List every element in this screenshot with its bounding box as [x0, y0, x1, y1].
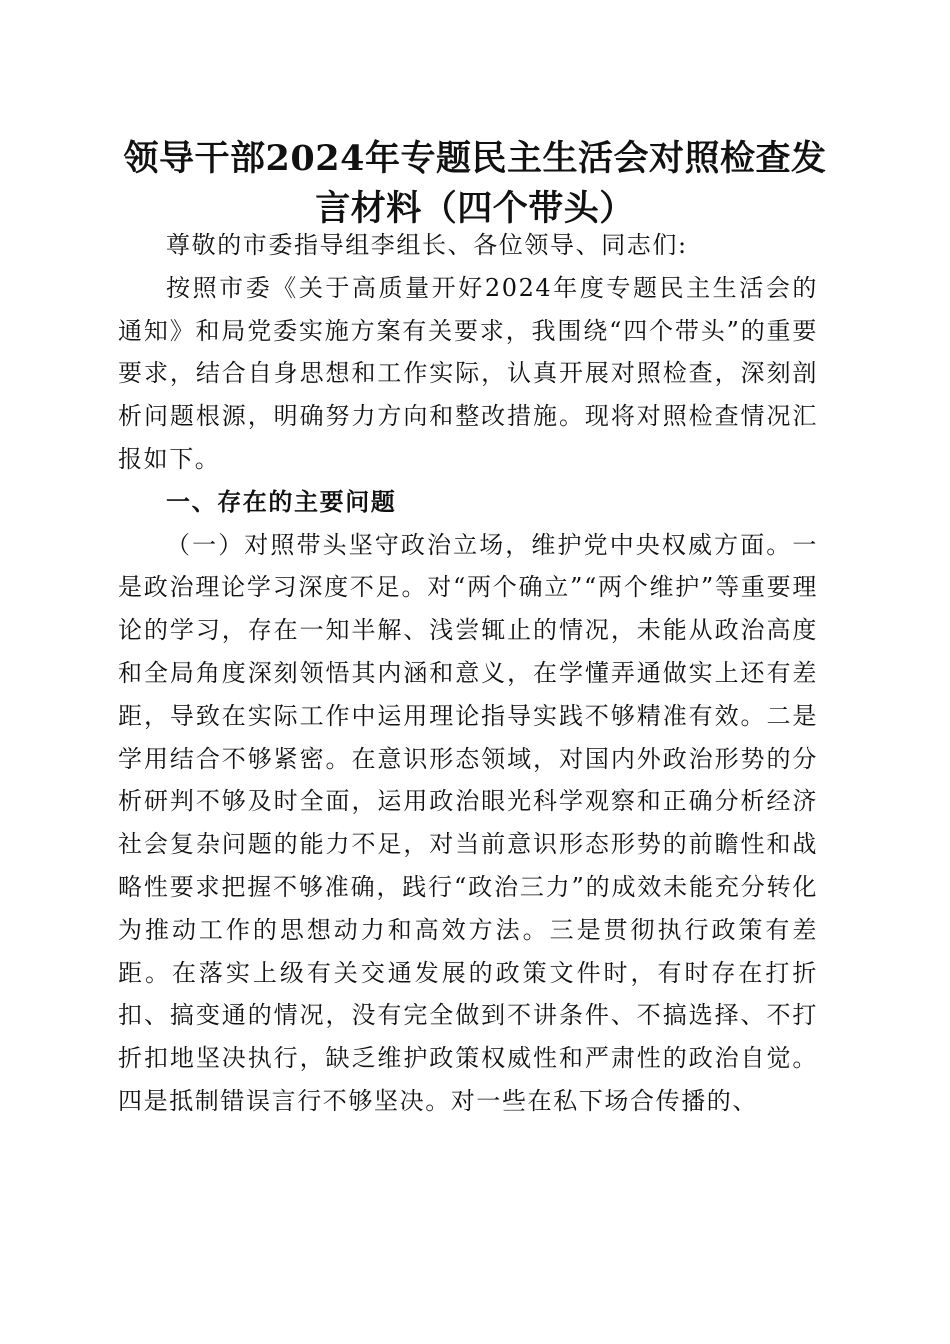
- section-paragraph: （一）对照带头坚守政治立场，维护党中央权威方面。一是政治理论学习深度不足。对“两个确立”“两个维护”等重要理论的学习，存在一知半解、浅尝辄止的情况，未能从政治高度和全局角度深刻领悟其内涵和意义，在学懂弄通做实上还有差距，导致在实际工作中运用理论指导实践不够精准有效。二是学用结合不够紧密。在意识形态领域，对国内外政治形势的分析研判不够及时全面，运用政治眼光科学观察和正确分析经济社会复杂问题的能力不足，对当前意识形态形势的前瞻性和战略性要求把握不够准确，践行“政治三力”的成效未能充分转化为推动工作的思想动力和高效方法。三是贯彻执行政策有差距。在落实上级有关交通发展的政策文件时，有时存在打折扣、搞变通的情况，没有完全做到不讲条件、不搞选择、不打折扣地坚决执行，缺乏维护政策权威性和严肃性的政治自觉。四是抵制错误言行不够坚决。对一些在私下场合传播的、: [118, 530, 818, 1115]
- document-title: 领导干部2024年专题民主生活会对照检查发言材料（四个带头）: [123, 138, 827, 229]
- section-heading: 一、存在的主要问题: [166, 487, 397, 516]
- intro-paragraph: 按照市委《关于高质量开好2024年度专题民主生活会的通知》和局党委实施方案有关要求，我围绕“四个带头”的重要要求，结合自身思想和工作实际，认真开展对照检查，深刻剖析问题根源，明确努力方向和整改措施。现将对照检查情况汇报如下。: [118, 273, 818, 473]
- document-body: [118, 224, 818, 1123]
- salutation: 尊敬的市委指导组李组长、各位领导、同志们:: [166, 231, 688, 259]
